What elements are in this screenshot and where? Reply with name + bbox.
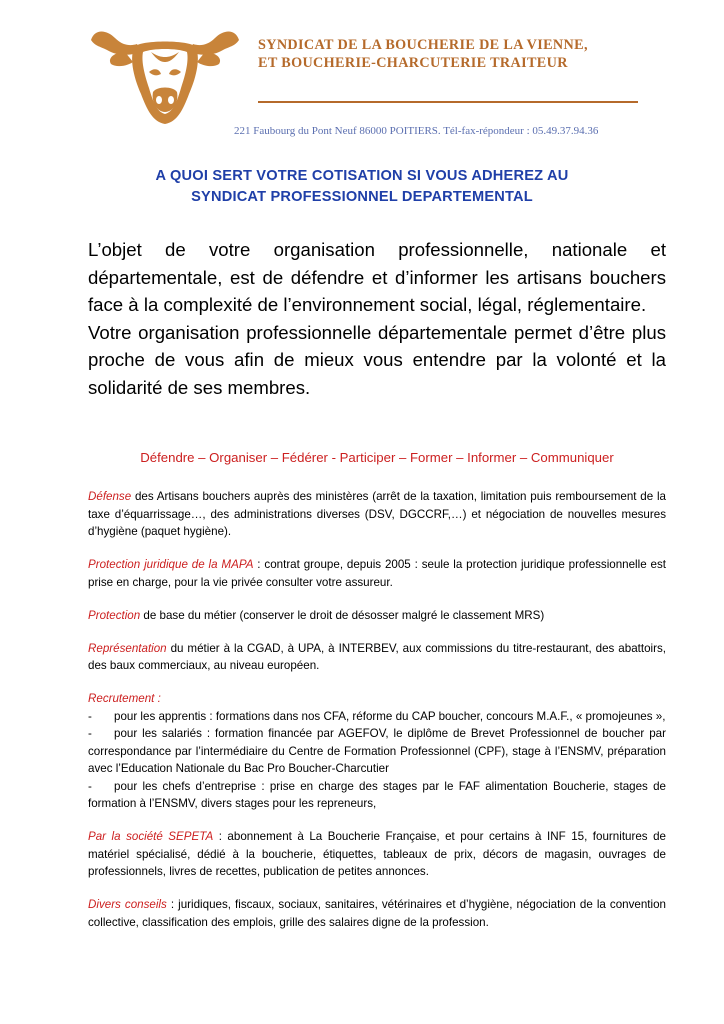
item-protection-text: de base du métier (conserver le droit de désosser malgré le classement MRS): [140, 608, 545, 622]
item-representation-label: Représentation: [88, 641, 167, 655]
item-representation-text: du métier à la CGAD, à UPA, à INTERBEV, aux commissions du titre-restaurant, des abattoirs, des baux commerciaux, au niveau européen.: [88, 641, 666, 672]
organization-title-line1: SYNDICAT DE LA BOUCHERIE DE LA VIENNE,: [258, 37, 588, 53]
bullet-dash: -: [88, 779, 92, 793]
item-representation: [88, 640, 666, 675]
bullet-dash: -: [88, 709, 92, 723]
item-protection-juridique-label: Protection juridique de la MAPA: [88, 558, 254, 571]
item-protection: [88, 607, 666, 625]
item-defense: [88, 488, 666, 541]
item-protection-label: Protection: [88, 608, 141, 622]
recrutement-salaries-text: pour les salariés : formation financée par AGEFOV, le diplôme de Brevet Professionnel de boucher par correspondance par l’intermédiaire du Centre de Formation Professionnel (CPF), stage à l’ENSMV, préparation avec l’Education Nationale du Bac Pro Boucher-Charcutier: [88, 727, 666, 775]
main-heading: [84, 166, 640, 208]
organization-title: [258, 36, 588, 72]
item-protection-juridique: [88, 556, 666, 591]
item-recrutement: [88, 690, 666, 813]
services-list: [88, 488, 666, 947]
main-heading-line2: SYNDICAT PROFESSIONNEL DEPARTEMENTAL: [191, 189, 533, 205]
item-sepeta-text: : abonnement à La Boucherie Française, et pour certains à INF 15, fournitures de matériel spécialisé, dédié à la boucherie, étiquettes, tableaux de prix, décors de magasin, ouvrages de professionnels, livres de recettes, publication de petites annonces.: [88, 830, 666, 878]
address-line: 221 Faubourg du Pont Neuf 86000 POITIERS. Tél-fax-répondeur : 05.49.37.94.36: [234, 125, 599, 137]
intro-text: [88, 236, 666, 401]
item-divers-conseils-text: : juridiques, fiscaux, sociaux, sanitaires, vétérinaires et d’hygiène, négociation de la convention collective, classification des emplois, grille des salaires digne de la profession.: [88, 898, 666, 929]
organization-title-line2: ET BOUCHERIE-CHARCUTERIE TRAITEUR: [258, 55, 568, 71]
item-divers-conseils: [88, 896, 666, 931]
recrutement-chefs: [88, 778, 666, 813]
recrutement-apprentis-text: pour les apprentis : formations dans nos CFA, réforme du CAP boucher, concours M.A.F., « promojeunes »,: [114, 709, 666, 723]
bullet-dash: -: [88, 727, 92, 740]
item-divers-conseils-label: Divers conseils: [88, 898, 167, 911]
recrutement-chefs-text: pour les chefs d’entreprise : prise en charge des stages par le FAF alimentation Boucherie, stages de formation à l’ENSMV, divers stages pour les repreneurs,: [88, 779, 666, 810]
motto-line: Défendre – Organiser – Fédérer - Participer – Former – Informer – Communiquer: [140, 450, 614, 465]
item-defense-label: Défense: [88, 490, 132, 503]
item-sepeta: [88, 828, 666, 881]
recrutement-salaries: [88, 725, 666, 778]
bull-head-logo: [85, 22, 245, 130]
item-protection-juridique-text: : contrat groupe, depuis 2005 : seule la protection juridique professionnelle est prise en charge, pour la vie privée consulter votre assureur.: [88, 558, 666, 589]
header-rule: [258, 101, 638, 103]
item-sepeta-label: Par la société SEPETA: [88, 830, 214, 843]
recrutement-apprentis: [88, 708, 666, 726]
intro-paragraph-1: L’objet de votre organisation professionnelle, nationale et départementale, est de défendre et d’informer les artisans bouchers face à la complexité de l’environnement social, légal, réglementaire.: [88, 239, 666, 315]
item-recrutement-label: Recrutement :: [88, 692, 161, 705]
main-heading-line1: A QUOI SERT VOTRE COTISATION SI VOUS ADHEREZ AU: [155, 168, 569, 184]
intro-paragraph-2: Votre organisation professionnelle départementale permet d’être plus proche de vous afin de mieux vous entendre par la volonté et la solidarité de ses membres.: [88, 321, 666, 398]
item-defense-text: des Artisans bouchers auprès des ministères (arrêt de la taxation, limitation puis remboursement de la taxe d’équarrissage…, des administrations diverses (DSV, DGCCRF,…) et négociation de nouvelles mesures d’hygiène (paquet hygiène).: [88, 490, 666, 538]
